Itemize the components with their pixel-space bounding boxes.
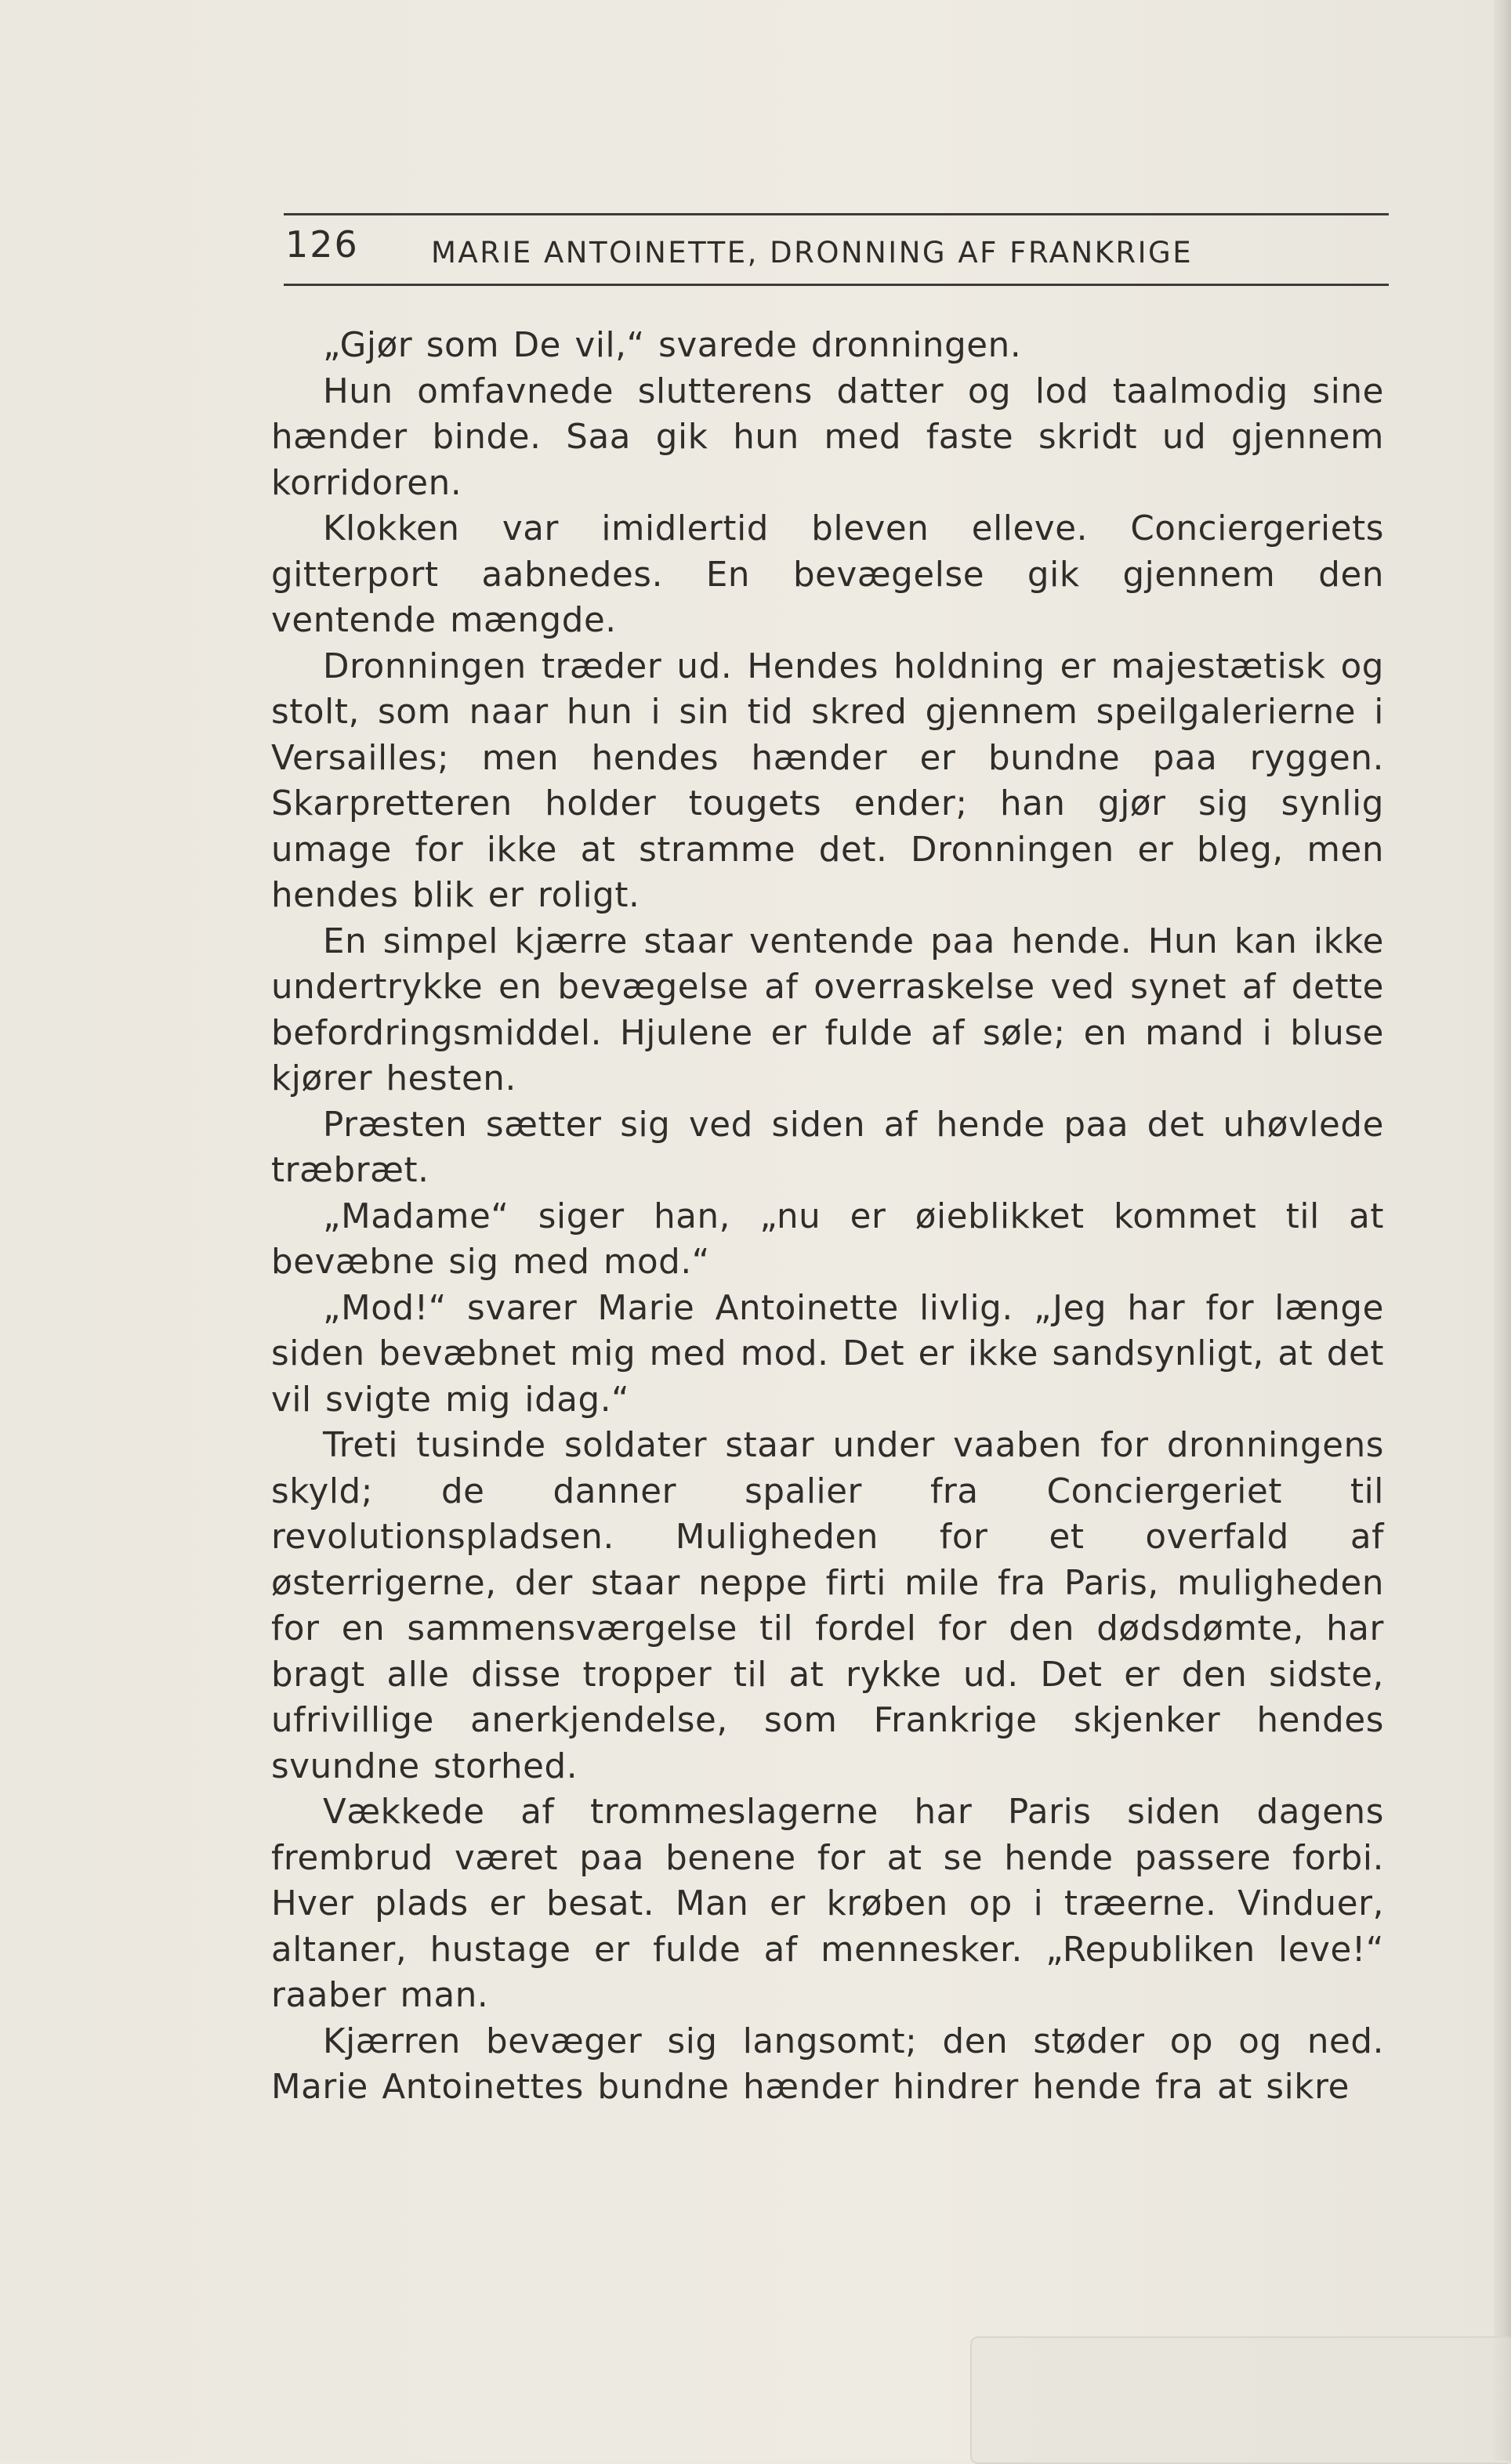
paragraph: „Madame“ siger han, „nu er øieblikket kommet til at bevæbne sig med mod.“ bbox=[271, 1196, 1384, 1282]
paragraph: Klokken var imidlertid bleven elleve. Conciergeriets gitterport aabnedes. En bevægelse gik gjennem den ventende mængde. bbox=[271, 509, 1384, 640]
paragraph: Vækkede af trommeslagerne har Paris siden dagens frembrud været paa benene for at se hende passere forbi. Hver plads er besat. Man er krøben op i træerne. Vinduer, altaner, hustage er fulde af mennesker. „Republiken leve!“ raaber man. bbox=[271, 1793, 1384, 2015]
body-text bbox=[271, 323, 1384, 2111]
running-title: MARIE ANTOINETTE, DRONNING AF FRANKRIGE bbox=[431, 236, 1194, 270]
paragraph: Præsten sætter sig ved siden af hende paa det uhøvlede træbræt. bbox=[271, 1105, 1384, 1190]
paragraph: Treti tusinde soldater staar under vaaben for dronningens skyld; de danner spalier fra Conciergeriet til revolutionspladsen. Muligheden for et overfald af østerrigerne, der staar neppe firti mile fra Paris, muligheden for en sammensværgelse til fordel for den dødsdømte, har bragt alle disse tropper til at rykke ud. Det er den sidste, ufrivillige anerkjendelse, som Frankrige skjenker hendes svundne storhed. bbox=[271, 1426, 1384, 1786]
paragraph: Kjærren bevæger sig langsomt; den støder op og ned. Marie Antoinettes bundne hænder hindrer hende fra at sikre bbox=[271, 2021, 1384, 2107]
paragraph: „Gjør som De vil,“ svarede dronningen. bbox=[323, 326, 1022, 365]
paragraph: En simpel kjærre staar ventende paa hende. Hun kan ikke undertrykke en bevægelse af overraskelse ved synet af dette befordringsmiddel. Hjulene er fulde af søle; en mand i bluse kjører hesten. bbox=[271, 921, 1384, 1098]
page-number: 126 bbox=[285, 223, 359, 266]
running-header bbox=[284, 223, 1389, 278]
paragraph: Hun omfavnede slutterens datter og lod taalmodig sine hænder binde. Saa gik hun med faste skridt ud gjennem korridoren. bbox=[271, 371, 1384, 503]
paragraph: „Mod!“ svarer Marie Antoinette livlig. „Jeg har for længe siden bevæbnet mig med mod. Det er ikke sandsynligt, at det vil svigte mig idag.“ bbox=[271, 1288, 1384, 1420]
header-rule-bottom bbox=[284, 284, 1389, 286]
paragraph: Dronningen træder ud. Hendes holdning er majestætisk og stolt, som naar hun i sin tid skred gjennem speilgalerierne i Versailles; men hendes hænder er bundne paa ryggen. Skarpretteren holder tougets ender; han gjør sig synlig umage for ikke at stramme det. Dronningen er bleg, men hendes blik er roligt. bbox=[271, 646, 1384, 915]
header-rule-top bbox=[284, 213, 1389, 215]
page-edge-shadow bbox=[1494, 0, 1511, 2461]
page-stain bbox=[970, 2336, 1511, 2464]
